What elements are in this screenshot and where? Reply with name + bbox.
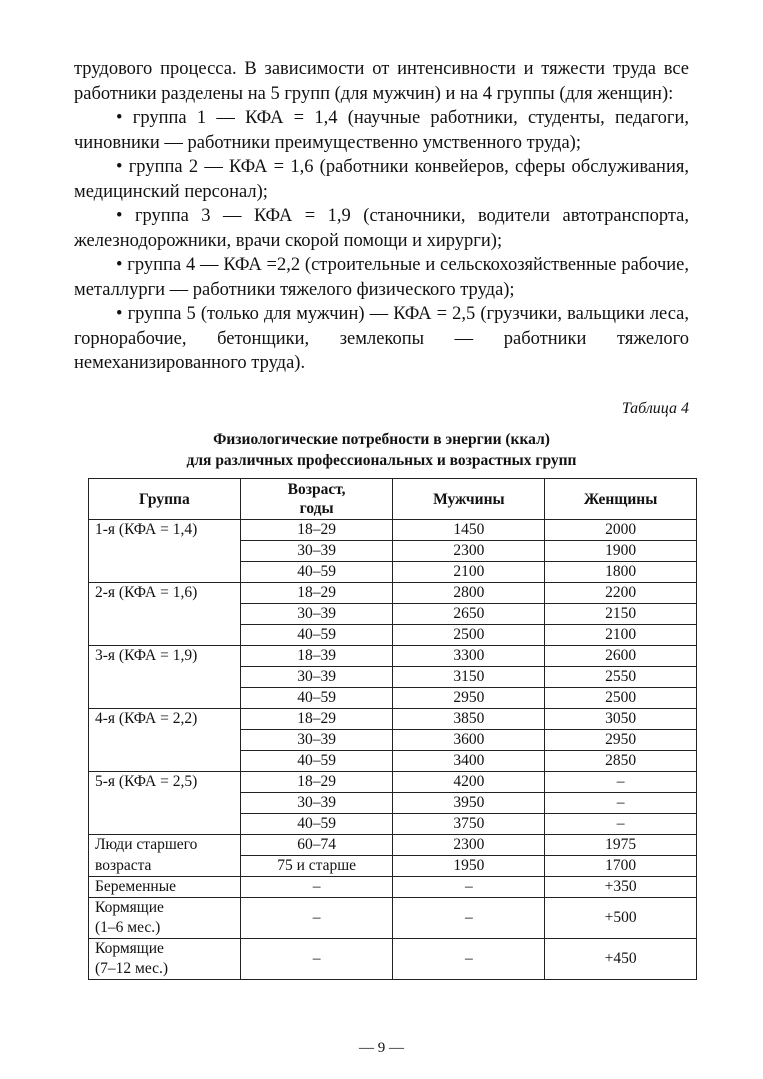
age-cell: 18–29 xyxy=(240,772,393,793)
men-cell: 3300 xyxy=(393,646,545,667)
men-cell: 3750 xyxy=(393,814,545,835)
women-cell: 2150 xyxy=(545,604,697,625)
header-age xyxy=(240,479,393,520)
women-cell: 1975 xyxy=(545,835,697,856)
table-title-line-2: для различных профессиональных и возрастных групп xyxy=(186,452,577,469)
women-cell: – xyxy=(545,814,697,835)
table-row xyxy=(89,772,697,793)
men-cell: 2800 xyxy=(393,583,545,604)
age-cell: 18–29 xyxy=(240,709,393,730)
women-cell: – xyxy=(545,793,697,814)
women-cell: 2600 xyxy=(545,646,697,667)
header-men: Мужчины xyxy=(393,479,545,520)
group-5-item: • группа 5 (только для мужчин) — КФА = 2,5 (грузчики, вальщики леса, горнорабочие, бетонщики, землекопы — работники тяжелого немеханизированного труда). xyxy=(74,304,689,373)
men-cell: 4200 xyxy=(393,772,545,793)
header-age-line-2: годы xyxy=(299,500,334,517)
age-cell: 75 и старше xyxy=(240,856,393,877)
age-cell: 30–39 xyxy=(240,541,393,562)
women-cell: 2550 xyxy=(545,667,697,688)
table-row xyxy=(89,939,697,980)
elderly-label-line-1: Люди старшего xyxy=(89,835,241,856)
energy-needs-table xyxy=(88,478,697,980)
table-row xyxy=(89,877,697,898)
nursing-2-label-line-2: (7–12 мес.) xyxy=(95,960,169,977)
men-cell: – xyxy=(393,877,545,898)
table-row xyxy=(89,520,697,541)
women-cell: 1900 xyxy=(545,541,697,562)
age-cell: 40–59 xyxy=(240,562,393,583)
pregnant-label: Беременные xyxy=(89,877,241,898)
age-cell: 40–59 xyxy=(240,751,393,772)
nursing-1-label-line-2: (1–6 мес.) xyxy=(95,919,161,936)
women-cell: 2950 xyxy=(545,730,697,751)
women-cell: +350 xyxy=(545,877,697,898)
women-cell: 2000 xyxy=(545,520,697,541)
group-label: 1-я (КФА = 1,4) xyxy=(89,520,241,583)
age-cell: 30–39 xyxy=(240,730,393,751)
elderly-label-line-2: возраста xyxy=(89,856,241,877)
nursing-2-label xyxy=(89,939,241,980)
group-label: 4-я (КФА = 2,2) xyxy=(89,709,241,772)
age-cell: 40–59 xyxy=(240,688,393,709)
men-cell: 2500 xyxy=(393,625,545,646)
table-title-line-1: Физиологические потребности в энергии (ккал) xyxy=(213,431,550,448)
age-cell: – xyxy=(240,898,393,939)
women-cell: 2100 xyxy=(545,625,697,646)
age-cell: 30–39 xyxy=(240,793,393,814)
age-cell: – xyxy=(240,877,393,898)
table-row xyxy=(89,583,697,604)
age-cell: 30–39 xyxy=(240,604,393,625)
age-cell: 40–59 xyxy=(240,625,393,646)
men-cell: 2300 xyxy=(393,835,545,856)
table-row xyxy=(89,835,697,856)
women-cell: 3050 xyxy=(545,709,697,730)
header-women: Женщины xyxy=(545,479,697,520)
men-cell: 2950 xyxy=(393,688,545,709)
women-cell: 1800 xyxy=(545,562,697,583)
page-number: — 9 — xyxy=(359,1040,404,1056)
nursing-1-label-line-1: Кормящие xyxy=(95,899,164,916)
women-cell: +500 xyxy=(545,898,697,939)
group-label: 2-я (КФА = 1,6) xyxy=(89,583,241,646)
age-cell: 40–59 xyxy=(240,814,393,835)
women-cell: 2500 xyxy=(545,688,697,709)
nursing-2-label-line-1: Кормящие xyxy=(95,940,164,957)
men-cell: – xyxy=(393,939,545,980)
men-cell: 3850 xyxy=(393,709,545,730)
table-caption: Таблица 4 xyxy=(621,400,689,417)
group-4-item: • группа 4 — КФА =2,2 (строительные и сельскохозяйственные рабочие, металлурги — работники тяжелого физического труда); xyxy=(74,255,689,300)
women-cell: 1700 xyxy=(545,856,697,877)
men-cell: 2300 xyxy=(393,541,545,562)
intro-paragraph: трудового процесса. В зависимости от интенсивности и тяжести труда все работники разделены на 5 групп (для мужчин) и на 4 группы (для женщин): xyxy=(74,59,689,104)
women-cell: 2850 xyxy=(545,751,697,772)
age-cell: 18–29 xyxy=(240,583,393,604)
group-label: 3-я (КФА = 1,9) xyxy=(89,646,241,709)
header-group: Группа xyxy=(89,479,241,520)
men-cell: 2100 xyxy=(393,562,545,583)
women-cell: +450 xyxy=(545,939,697,980)
men-cell: 1450 xyxy=(393,520,545,541)
age-cell: 30–39 xyxy=(240,667,393,688)
table-row xyxy=(89,646,697,667)
men-cell: 3150 xyxy=(393,667,545,688)
group-1-item: • группа 1 — КФА = 1,4 (научные работники, студенты, педагоги, чиновники — работники преимущественно умственного труда); xyxy=(74,108,689,153)
men-cell: 2650 xyxy=(393,604,545,625)
age-cell: 18–39 xyxy=(240,646,393,667)
table-row xyxy=(89,898,697,939)
body-text xyxy=(74,57,689,376)
age-cell: – xyxy=(240,939,393,980)
group-label: 5-я (КФА = 2,5) xyxy=(89,772,241,835)
group-2-item: • группа 2 — КФА = 1,6 (работники конвейеров, сферы обслуживания, медицинский персонал); xyxy=(74,157,689,202)
table-row xyxy=(89,709,697,730)
table-title xyxy=(74,429,689,471)
header-age-line-1: Возраст, xyxy=(287,481,346,498)
men-cell: 3600 xyxy=(393,730,545,751)
men-cell: 1950 xyxy=(393,856,545,877)
age-cell: 18–29 xyxy=(240,520,393,541)
table-row xyxy=(89,856,697,877)
men-cell: – xyxy=(393,898,545,939)
men-cell: 3950 xyxy=(393,793,545,814)
men-cell: 3400 xyxy=(393,751,545,772)
women-cell: 2200 xyxy=(545,583,697,604)
women-cell: – xyxy=(545,772,697,793)
group-3-item: • группа 3 — КФА = 1,9 (станочники, водители автотранспорта, железнодорожники, врачи скорой помощи и хирурги); xyxy=(74,206,689,251)
table-header-row xyxy=(89,479,697,520)
age-cell: 60–74 xyxy=(240,835,393,856)
nursing-1-label xyxy=(89,898,241,939)
